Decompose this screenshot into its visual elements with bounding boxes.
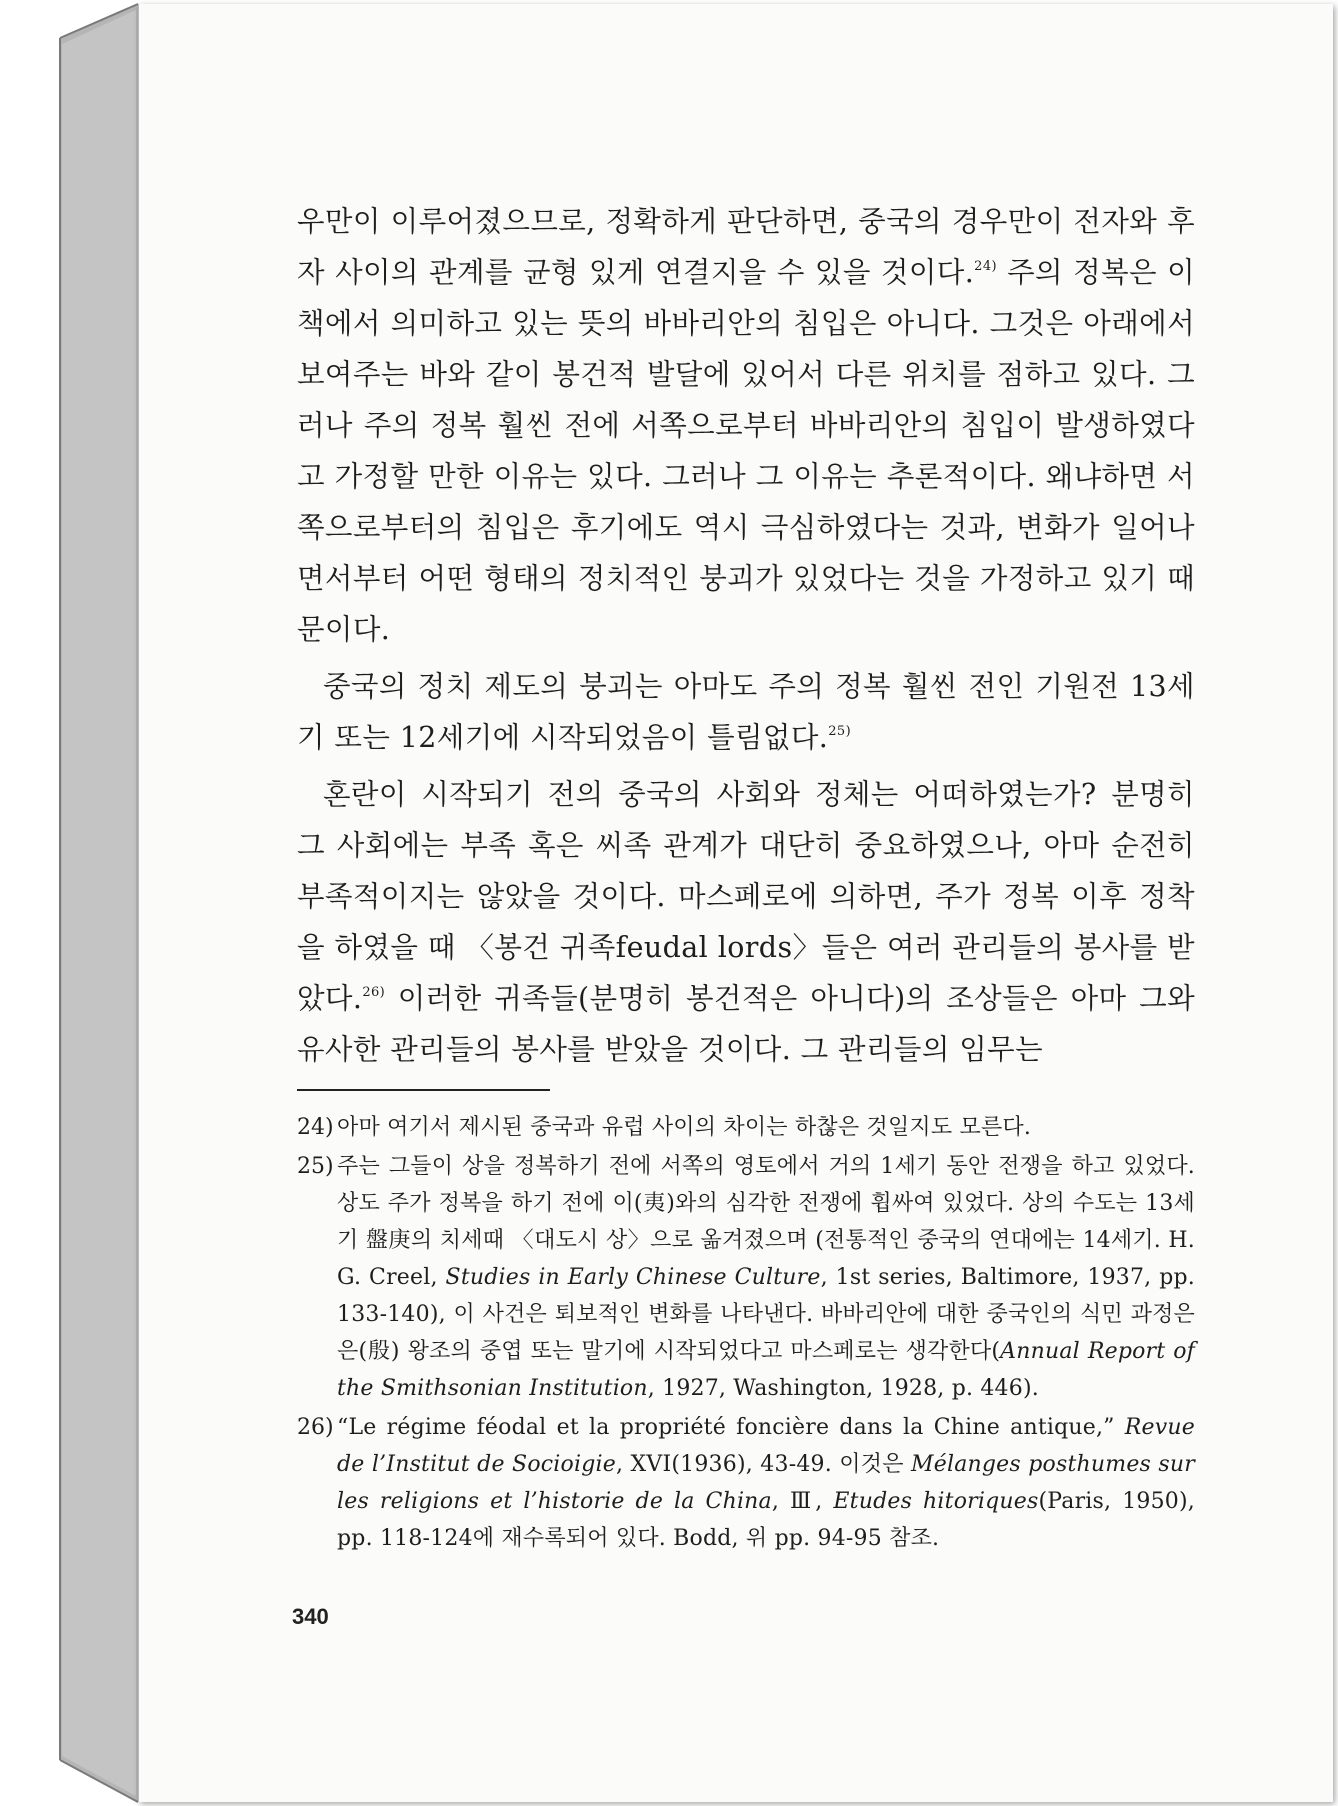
paragraph-2-text: 중국의 정치 제도의 붕괴는 아마도 주의 정복 훨씬 전인 기원전 13세기 또는 12세기에 시작되었음이 틀림없다. (297, 670, 1195, 754)
citation-title: Mélanges posthumes sur les religions et l’historie de la China (337, 1452, 1195, 1514)
footnote-text (337, 1148, 1195, 1407)
footnote-24 (297, 1109, 1195, 1146)
citation-title: Revue de l’Institut de Socioigie (337, 1415, 1195, 1477)
main-text (297, 196, 1195, 1075)
footnote-text-part: , 1st series, Baltimore, 1937, pp. 133-140), 이 사건은 퇴보적인 변화를 나타낸다. 바바리안에 대한 중국인의 식민 과정은 은(殷) 왕조의 중엽 또는 말기에 시작되었다고 마스페로는 생각한다( (337, 1265, 1196, 1364)
footnote-ref-26[interactable]: 26) (362, 985, 386, 1000)
footnote-number: 26) (297, 1415, 334, 1440)
paragraph-3-continued: 이러한 귀족들(분명히 봉건적은 아니다)의 조상들은 아마 그와 유사한 관리들의 봉사를 받았을 것이다. 그 관리들의 임무는 (297, 982, 1195, 1066)
footnotes (297, 1109, 1195, 1557)
footnote-text-part: , 1927, Washington, 1928, p. 446). (647, 1376, 1039, 1401)
citation-title: Studies in Early Chinese Culture (445, 1265, 821, 1290)
footnote-26 (297, 1409, 1195, 1557)
footnote-text (337, 1409, 1195, 1557)
paragraph-1 (297, 196, 1195, 655)
footnote-text-part: (Paris, 1950), pp. 118-124에 재수록되어 있다. Bodd, 위 pp. 94-95 참조. (337, 1489, 1195, 1551)
footnote-text (337, 1109, 1195, 1146)
paragraph-1-text: 우만이 이루어졌으므로, 정확하게 판단하면, 중국의 경우만이 전자와 후자 사이의 관계를 균형 있게 연결지을 수 있을 것이다. (297, 205, 1195, 289)
footnote-text-part: “Le régime féodal et la propriété foncière dans la Chine antique,” (337, 1415, 1125, 1440)
footnote-25 (297, 1148, 1195, 1407)
footnote-ref-24[interactable]: 24) (974, 259, 997, 274)
paragraph-1-continued: 주의 정복은 이 책에서 의미하고 있는 뜻의 바바리안의 침입은 아니다. 그것은 아래에서 보여주는 바와 같이 봉건적 발달에 있어서 다른 위치를 점하고 있다. 그러나 주의 정복 훨씬 전에 서쪽으로부터 바바리안의 침입이 발생하였다고 가정할 만한 이유는 있다. 그러나 그 이유는 추론적이다. 왜냐하면 서쪽으로부터의 침입은 후기에도 역시 극심하였다는 것과, 변화가 일어나면서부터 어떤 형태의 정치적인 붕괴가 있었다는 것을 가정하고 있기 때문이다. (297, 256, 1195, 646)
citation-title: Etudes hitoriques (833, 1489, 1039, 1514)
paragraph-2 (297, 661, 1195, 763)
paragraph-3 (297, 769, 1195, 1075)
footnote-text-part: , XVI(1936), 43-49. 이것은 (615, 1452, 912, 1477)
citation-title: Annual Report of the Smithsonian Institution (337, 1339, 1196, 1401)
footnote-text-part: 아마 여기서 제시된 중국과 유럽 사이의 차이는 하찮은 것일지도 모른다. (337, 1115, 1032, 1140)
paragraph-3-text: 혼란이 시작되기 전의 중국의 사회와 정체는 어떠하였는가? 분명히 그 사회에는 부족 혹은 씨족 관계가 대단히 중요하였으나, 아마 순전히 부족적이지는 않았을 것이다. 마스페로에 의하면, 주가 정복 이후 정착을 하였을 때 〈봉건 귀족feudal lords〉들은 여러 관리들의 봉사를 받았다. (297, 778, 1195, 1015)
page-number: 340 (292, 1604, 329, 1629)
footnote-text-part: 주는 그들이 상을 정복하기 전에 서쪽의 영토에서 거의 1세기 동안 전쟁을 하고 있었다. 상도 주가 정복을 하기 전에 이(夷)와의 심각한 전쟁에 휩싸여 있었다. 상의 수도는 13세기 盤庚의 치세때 〈대도시 상〉으로 옮겨졌으며 (전통적인 중국의 연대에는 14세기. H. G. Creel, (337, 1154, 1195, 1290)
page-content (297, 196, 1195, 1559)
footnote-number: 24) (297, 1115, 334, 1140)
footnote-text-part: , Ⅲ, (771, 1489, 834, 1514)
footnote-divider (297, 1089, 550, 1091)
footnote-ref-25[interactable]: 25) (828, 724, 852, 739)
footnote-number: 25) (297, 1154, 334, 1179)
